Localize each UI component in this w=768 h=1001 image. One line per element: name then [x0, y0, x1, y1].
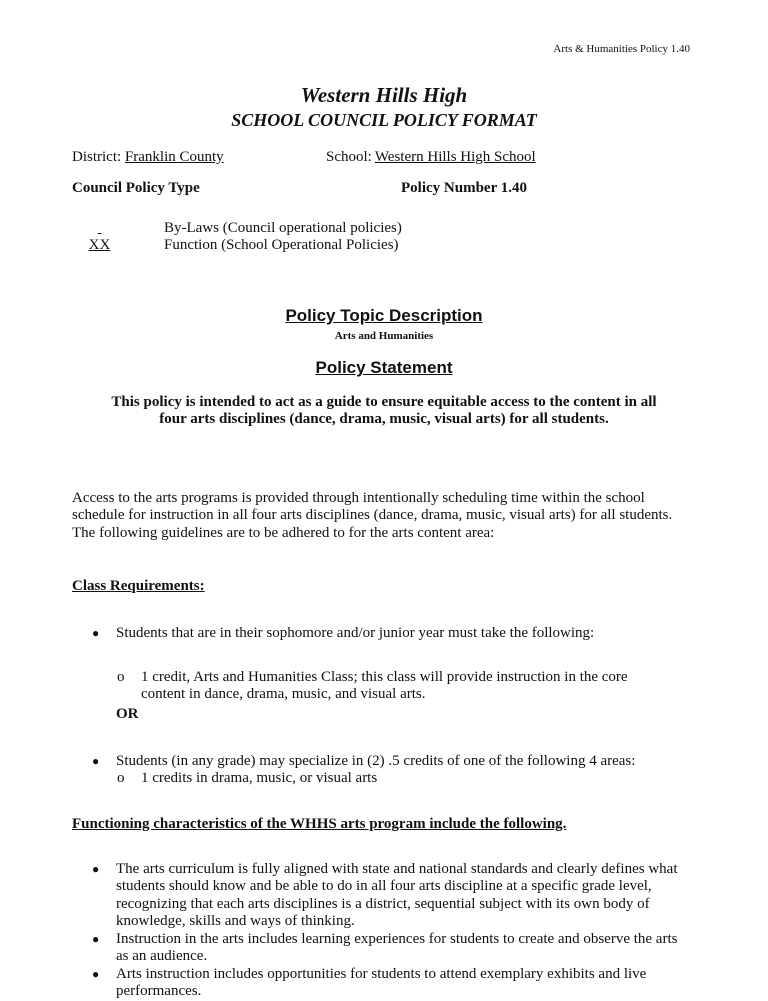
district-field — [72, 149, 250, 166]
paragraph-line: schedule for instruction in all four arts disciplines (dance, drama, music, visual arts) for all students. — [72, 507, 673, 524]
sub-bullet-line: 1 credit, Arts and Humanities Class; this class will provide instruction in the core — [141, 669, 628, 685]
bullet-text: Students that are in their sophomore and/or junior year must take the following: — [116, 625, 595, 641]
bullet-line: Instruction in the arts includes learning experiences for students to create and observe the arts — [116, 931, 678, 947]
sub-bullet-text: 1 credits in drama, music, or visual arts — [141, 770, 378, 786]
bullet-line: as an audience. — [116, 948, 208, 965]
or-label: OR — [116, 706, 139, 722]
school-field — [326, 149, 565, 166]
policy-number: Policy Number 1.40 — [401, 180, 527, 196]
function-label: Function (School Operational Policies) — [164, 237, 399, 253]
bullet-icon: ● — [92, 626, 100, 640]
bullet-icon: ● — [92, 862, 100, 876]
bullet-icon: ● — [92, 967, 100, 981]
bullet-text: Students (in any grade) may specialize in (2) .5 credits of one of the following 4 areas: — [116, 753, 636, 769]
document-title: Western Hills High — [300, 83, 468, 107]
bullet-line: Arts instruction includes opportunities for students to attend exemplary exhibits and live — [116, 966, 647, 982]
bullet-icon: ● — [92, 932, 100, 946]
paragraph-line: Access to the arts programs is provided through intentionally scheduling time within the school — [72, 490, 645, 506]
function-mark: XX — [88, 237, 111, 253]
district-value: Franklin County — [124, 149, 224, 165]
school-label: School: — [326, 149, 372, 165]
topic-value: Arts and Humanities — [334, 330, 434, 342]
statement-heading: Policy Statement — [315, 358, 453, 377]
school-value: Western Hills High School — [374, 149, 536, 165]
paragraph-line: The following guidelines are to be adhered to for the arts content area: — [72, 524, 495, 541]
document-subtitle: SCHOOL COUNCIL POLICY FORMAT — [231, 110, 537, 130]
class-requirements-heading: Class Requirements: — [72, 578, 205, 594]
bullet-line: knowledge, skills and ways of thinking. — [116, 913, 355, 930]
bullet-icon: ● — [92, 754, 100, 768]
statement-line: four arts disciplines (dance, drama, music, visual arts) for all students. — [159, 411, 609, 427]
bullet-line: The arts curriculum is fully aligned with state and national standards and clearly defines what — [116, 861, 678, 877]
bullet-line: recognizing that each arts disciplines is a district, sequential subject with its own body of — [116, 895, 650, 912]
bullet-line: performances. — [116, 983, 202, 1000]
bylaws-label: By-Laws (Council operational policies) — [164, 220, 402, 236]
district-label: District: — [72, 149, 122, 165]
statement-line: This policy is intended to act as a guide to ensure equitable access to the content in all — [111, 394, 657, 410]
bullet-line: students should know and be able to do in all four arts discipline at a specific grade level, — [116, 878, 652, 895]
bylaws-mark — [72, 220, 127, 237]
access-paragraph — [72, 490, 672, 542]
policy-type-label: Council Policy Type — [72, 180, 200, 196]
functioning-heading: Functioning characteristics of the WHHS arts program include the following. — [72, 816, 567, 832]
sub-bullet-line: content in dance, drama, music, and visual arts. — [141, 686, 426, 703]
circle-bullet-icon: o — [117, 669, 125, 685]
circle-bullet-icon: o — [117, 770, 125, 786]
running-header: Arts & Humanities Policy 1.40 — [553, 43, 690, 55]
topic-heading: Policy Topic Description — [285, 306, 483, 325]
